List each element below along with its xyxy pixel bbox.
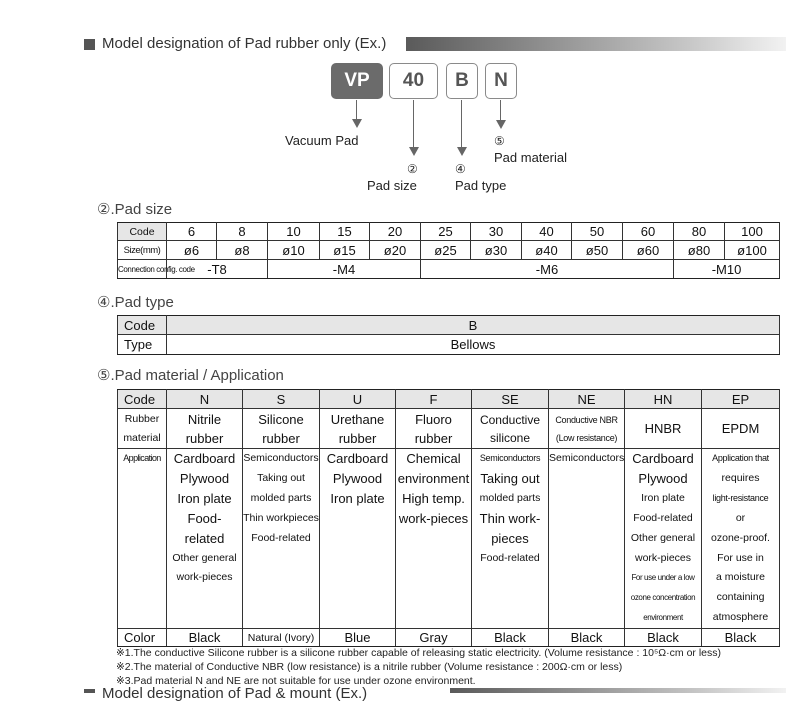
- application-item: Semiconductors: [549, 452, 625, 464]
- application-item: High temp.: [402, 490, 465, 506]
- code-box-type: B: [446, 63, 478, 99]
- pad-material-number: ⑤: [494, 134, 505, 148]
- rubber-name: Silicone: [258, 411, 304, 427]
- color-label: Color: [118, 629, 167, 647]
- size-value: ø10: [268, 241, 320, 260]
- note-2: ※2.The material of Conductive NBR (low resistance) is a nitrile rubber (Volume resistance : 200Ω·cm or less): [116, 661, 623, 673]
- application-item: Taking out: [480, 470, 540, 486]
- arrow-line-size: [413, 100, 414, 148]
- section-title: Model designation of Pad rubber only (Ex.): [102, 35, 387, 52]
- application-item: Plywood: [638, 470, 688, 486]
- size-value: ø50: [572, 241, 623, 260]
- application-item: Plywood: [179, 470, 230, 486]
- color-value: Gray: [396, 629, 472, 647]
- material-code: EP: [702, 390, 780, 409]
- gradient-bar: [450, 688, 786, 693]
- rubber-name: silicone: [489, 430, 531, 445]
- application-item: Other general: [630, 531, 696, 544]
- rubber-name: Conductive: [479, 412, 541, 427]
- code-box-vp: VP: [331, 63, 383, 99]
- application-item: a moisture: [715, 571, 766, 584]
- application-item: Food-: [187, 510, 222, 526]
- pad-type-title: ④.Pad type: [97, 294, 174, 311]
- rubber-name: Conductive NBR: [555, 414, 618, 425]
- rubber-name: rubber: [414, 430, 453, 446]
- application-item: Iron plate: [330, 490, 385, 506]
- code-box-size: 40: [389, 63, 438, 99]
- application-item: molded parts: [479, 491, 541, 504]
- application-item: Semiconductors: [243, 452, 319, 464]
- pad-size-label: Pad size: [367, 178, 417, 193]
- size-value: ø100: [725, 241, 780, 260]
- rubber-label: material: [123, 431, 161, 444]
- size-value: ø60: [623, 241, 674, 260]
- application-item: ozone concentration: [630, 593, 696, 603]
- application-item: Food-related: [251, 531, 311, 544]
- application-item: Thin workpieces: [243, 511, 319, 524]
- rubber-name: Urethane: [330, 411, 385, 427]
- size-code: 60: [623, 223, 674, 241]
- application-item: environment: [643, 613, 683, 623]
- size-value: ø40: [522, 241, 572, 260]
- application-item: Semiconductors: [479, 453, 541, 463]
- application-item: requires: [721, 471, 760, 484]
- size-code: 100: [725, 223, 780, 241]
- connection-code: -M6: [421, 260, 674, 279]
- material-code: HN: [625, 390, 702, 409]
- size-value: ø8: [217, 241, 268, 260]
- arrow-down-icon: [352, 119, 362, 128]
- type-code: B: [167, 316, 780, 335]
- rubber-name: (Low resistance): [555, 432, 618, 443]
- rubber-name: Fluoro: [415, 411, 452, 427]
- application-item: Iron plate: [641, 491, 685, 504]
- arrow-down-icon: [496, 120, 506, 129]
- material-code: F: [396, 390, 472, 409]
- square-bullet-icon: [84, 39, 95, 50]
- size-code: 50: [572, 223, 623, 241]
- connection-label: Connection config. code: [118, 260, 167, 279]
- note-3: ※3.Pad material N and NE are not suitable for use under ozone environment.: [116, 675, 476, 687]
- pad-material-title: ⑤.Pad material / Application: [97, 367, 284, 384]
- arrow-line-vp: [356, 100, 357, 120]
- application-item: Application that: [712, 453, 769, 463]
- size-value: ø15: [320, 241, 370, 260]
- arrow-down-icon: [457, 147, 467, 156]
- size-code: 15: [320, 223, 370, 241]
- application-item: Cardboard: [326, 451, 389, 466]
- application-item: Other general: [172, 551, 237, 564]
- rubber-name: rubber: [262, 430, 300, 446]
- rubber-name: Nitrile: [187, 411, 222, 427]
- pad-material-label: Pad material: [494, 150, 567, 165]
- application-item: Thin work-: [479, 510, 541, 526]
- application-item: work-pieces: [398, 510, 469, 526]
- application-label: Application: [123, 453, 161, 463]
- application-item: or: [735, 511, 746, 524]
- material-code: N: [167, 390, 243, 409]
- connection-code: -M10: [674, 260, 780, 279]
- connection-code: -T8: [167, 260, 268, 279]
- code-label: Code: [118, 223, 167, 241]
- color-value: Natural (Ivory): [243, 629, 320, 647]
- color-value: Black: [549, 629, 625, 647]
- application-item: Plywood: [332, 470, 383, 486]
- type-value: Bellows: [167, 335, 780, 355]
- application-item: light-resistance: [712, 492, 769, 503]
- size-code: 8: [217, 223, 268, 241]
- pad-type-number: ④: [455, 162, 466, 176]
- rubber-name: rubber: [338, 430, 377, 446]
- material-code: S: [243, 390, 320, 409]
- code-label: Code: [118, 390, 167, 409]
- material-code-row: [118, 390, 780, 409]
- color-value: Black: [472, 629, 549, 647]
- color-value: Black: [625, 629, 702, 647]
- application-item: Taking out: [257, 471, 305, 484]
- pad-material-table: [117, 389, 780, 647]
- application-row: [118, 449, 780, 629]
- application-item: For use in: [717, 551, 764, 564]
- application-item: containing: [716, 591, 765, 604]
- connection-code: -M4: [268, 260, 421, 279]
- application-item: For use under a low: [631, 573, 695, 583]
- application-item: molded parts: [250, 491, 312, 504]
- application-item: work-pieces: [634, 551, 692, 564]
- pad-size-number: ②: [407, 162, 418, 176]
- application-item: work-pieces: [176, 571, 233, 584]
- arrow-line-type: [461, 100, 462, 148]
- size-code: 10: [268, 223, 320, 241]
- rubber-label: Rubber: [124, 412, 160, 425]
- gradient-bar: [406, 37, 786, 51]
- application-item: Iron plate: [177, 490, 232, 506]
- rubber-material-row: [118, 409, 780, 449]
- rubber-name: HNBR: [644, 420, 682, 436]
- color-value: Black: [167, 629, 243, 647]
- pad-type-label: Pad type: [455, 178, 507, 193]
- size-code: 25: [421, 223, 471, 241]
- size-label: Size(mm): [118, 241, 167, 260]
- size-value: ø6: [167, 241, 217, 260]
- vacuum-pad-label: Vacuum Pad: [285, 133, 359, 148]
- arrow-line-material: [500, 100, 501, 121]
- application-item: pieces: [491, 530, 529, 546]
- application-item: Food-related: [480, 551, 540, 564]
- material-code: U: [320, 390, 396, 409]
- application-item: Cardboard: [632, 451, 694, 466]
- size-value: ø25: [421, 241, 471, 260]
- type-label: Type: [118, 335, 167, 355]
- material-code: SE: [472, 390, 549, 409]
- color-value: Blue: [320, 629, 396, 647]
- size-code: 40: [522, 223, 572, 241]
- size-code: 30: [471, 223, 522, 241]
- pad-size-table: [117, 222, 780, 279]
- size-code: 80: [674, 223, 725, 241]
- color-row: [118, 629, 780, 647]
- code-label: Code: [118, 316, 167, 335]
- pad-size-title: ②.Pad size: [97, 201, 173, 218]
- code-box-material: N: [485, 63, 517, 99]
- size-code: 6: [167, 223, 217, 241]
- size-value: ø20: [370, 241, 421, 260]
- application-item: Food-related: [633, 511, 693, 524]
- material-code: NE: [549, 390, 625, 409]
- rubber-name: EPDM: [721, 420, 760, 436]
- size-value: ø80: [674, 241, 725, 260]
- application-item: related: [184, 530, 225, 546]
- section-header: [84, 34, 786, 56]
- application-item: atmosphere: [712, 611, 769, 624]
- arrow-down-icon: [409, 147, 419, 156]
- size-code: 20: [370, 223, 421, 241]
- rubber-name: rubber: [185, 430, 224, 446]
- next-section-title: Model designation of Pad & mount (Ex.): [102, 685, 368, 702]
- application-item: ozone-proof.: [711, 531, 770, 544]
- application-item: environment: [397, 470, 470, 486]
- size-value: ø30: [471, 241, 522, 260]
- note-1: ※1.The conductive Silicone rubber is a silicone rubber capable of releasing static electricity. (Volume resistance : 10⁵Ω·cm or less): [116, 647, 721, 659]
- application-item: Chemical: [406, 451, 461, 466]
- application-item: Cardboard: [173, 451, 236, 466]
- color-value: Black: [702, 629, 780, 647]
- square-bullet-icon: [84, 689, 95, 693]
- pad-type-table: [117, 315, 780, 355]
